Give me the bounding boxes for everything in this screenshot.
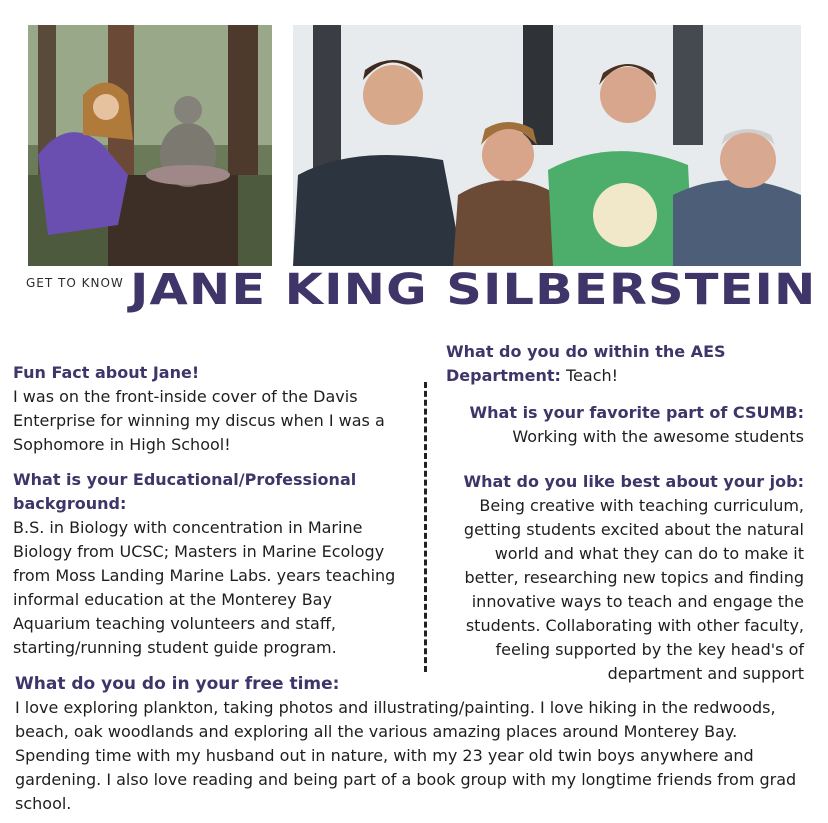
- best-about-job-answer: Being creative with teaching curriculum, getting students excited about the natural world and what they can do to make it better, researching new topics and finding innovative ways to teach and engage the students. Collaborating with other faculty, feeling supported by the key head's of department and support: [463, 496, 804, 683]
- free-time-section: [15, 672, 815, 816]
- column-divider: [424, 382, 427, 672]
- favorite-part-section: [440, 401, 804, 449]
- best-about-job-question: What do you like best about your job:: [463, 472, 804, 491]
- photo-jane-family: [293, 25, 801, 266]
- fun-fact-question: Fun Fact about Jane!: [13, 363, 200, 382]
- page-title: JANE KING SILBERSTEIN: [130, 265, 817, 315]
- background-answer: B.S. in Biology with concentration in Marine Biology from UCSC; Masters in Marine Ecology from Moss Landing Marine Labs. years teaching informal education at the Monterey Bay Aquarium teaching volunteers and staff, starting/running student guide program.: [13, 518, 396, 657]
- photo-jane-forest: [28, 25, 272, 266]
- favorite-part-answer: Working with the awesome students: [512, 427, 804, 446]
- favorite-part-question: What is your favorite part of CSUMB:: [469, 403, 804, 422]
- background-question: What is your Educational/Professional background:: [13, 470, 357, 513]
- fun-fact-answer: I was on the front-inside cover of the Davis Enterprise for winning my discus when I was a Sophomore in High School!: [13, 387, 385, 454]
- get-to-know-label: GET TO KNOW: [26, 276, 124, 290]
- within-department-question: What do you do within the AES Department:: [446, 342, 726, 385]
- family-photo-image: [293, 25, 801, 266]
- fun-fact-section: [13, 361, 413, 457]
- forest-photo-image: [28, 25, 272, 266]
- within-department-section: [446, 340, 806, 388]
- best-about-job-section: [440, 470, 804, 686]
- free-time-question: What do you do in your free time:: [15, 674, 340, 694]
- within-department-answer: Teach!: [565, 366, 619, 385]
- free-time-answer: I love exploring plankton, taking photos and illustrating/painting. I love hiking in the redwoods, beach, oak woodlands and exploring all the various amazing places around Monterey Bay. Spending time with my husband out in nature, with my 23 year old twin boys anywhere and gardening. I also love reading and being part of a book group with my longtime friends from grad school.: [15, 698, 797, 813]
- background-section: [13, 468, 413, 660]
